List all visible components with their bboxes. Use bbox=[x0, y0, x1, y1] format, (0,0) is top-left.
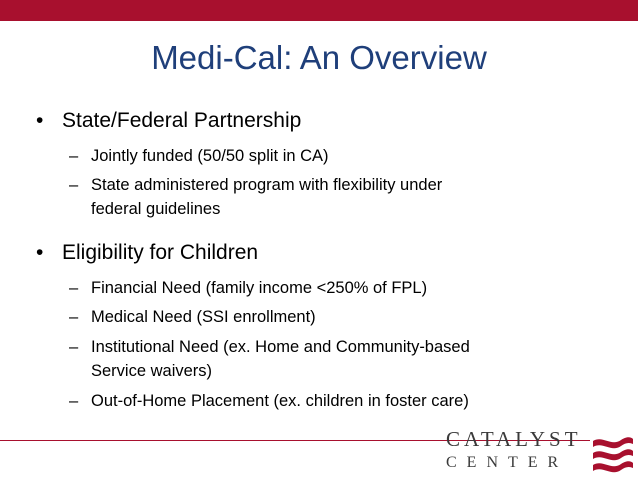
dash-icon: – bbox=[69, 392, 79, 410]
sub-bullet-text: Service waivers) bbox=[91, 362, 213, 380]
sub-bullet-text: State administered program with flexibility under bbox=[91, 176, 443, 194]
dash-icon: – bbox=[69, 176, 79, 194]
sub-bullet-text: Medical Need (SSI enrollment) bbox=[91, 308, 316, 326]
catalyst-wave-icon bbox=[589, 431, 635, 475]
sub-bullet-text: federal guidelines bbox=[91, 200, 221, 218]
sub-bullet-text: Institutional Need (ex. Home and Community-based bbox=[91, 338, 470, 356]
slide-title: Medi-Cal: An Overview bbox=[151, 39, 487, 76]
catalyst-center-logo bbox=[446, 427, 638, 479]
bullet-icon: • bbox=[36, 109, 44, 132]
dash-icon: – bbox=[69, 308, 79, 326]
top-accent-bar bbox=[0, 0, 638, 21]
dash-icon: – bbox=[69, 279, 79, 297]
sub-bullet-text: Jointly funded (50/50 split in CA) bbox=[91, 147, 329, 165]
dash-icon: – bbox=[69, 147, 79, 165]
dash-icon: – bbox=[69, 338, 79, 356]
sub-bullet-text: Financial Need (family income <250% of FPL) bbox=[91, 279, 428, 297]
bullet-heading: Eligibility for Children bbox=[62, 241, 259, 264]
logo-text-center: CENTER bbox=[446, 454, 569, 471]
bullet-icon: • bbox=[36, 241, 44, 264]
sub-bullet-text: Out-of-Home Placement (ex. children in foster care) bbox=[91, 392, 469, 410]
logo-text-catalyst: CATALYST bbox=[446, 427, 582, 451]
bullet-heading: State/Federal Partnership bbox=[62, 109, 302, 132]
